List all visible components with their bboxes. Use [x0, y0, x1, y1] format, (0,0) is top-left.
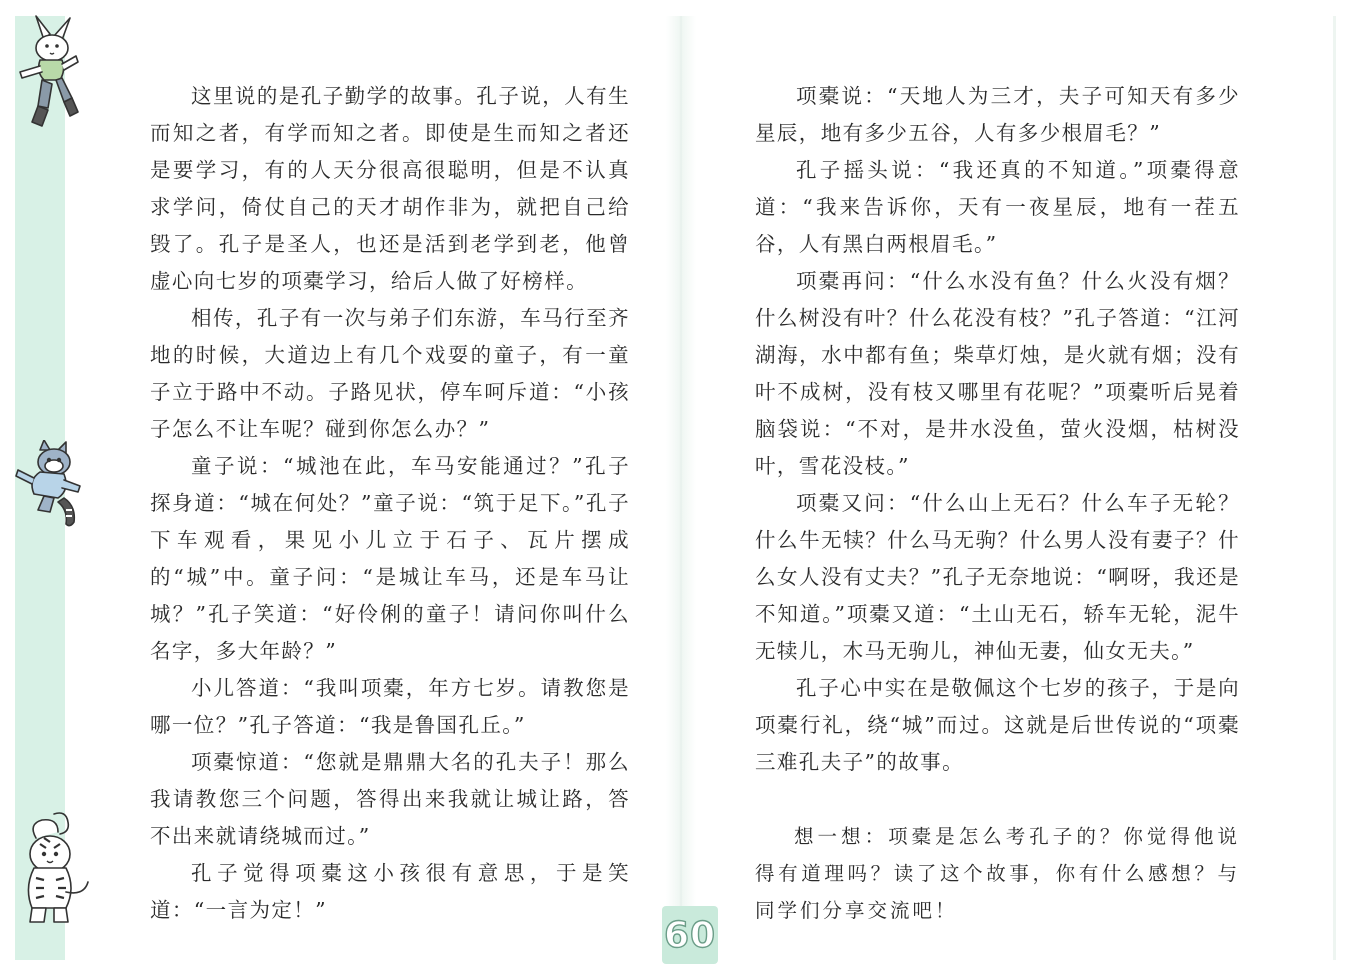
paragraph: 孔子摇头说：“我还真的不知道。”项橐得意道：“我来告诉你，天有一夜星辰，地有一茬五谷，人有黑白两根眉毛。”	[755, 158, 1240, 256]
tiger-icon	[14, 808, 94, 928]
paragraph: 童子说：“城池在此，车马安能通过？”孔子探身道：“城在何处？”童子说：“筑于足下。”孔子下车观看，果见小儿立于石子、瓦片摆成的“城”中。童子问：“是城让车马，还是车马让城？”孔子笑道：“好伶俐的童子！请问你叫什么名字，多大年龄？”	[150, 454, 630, 663]
paragraph: 小儿答道：“我叫项橐，年方七岁。请教您是哪一位？”孔子答道：“我是鲁国孔丘。”	[150, 676, 630, 737]
book-spine	[666, 16, 696, 960]
paragraph: 项橐又问：“什么山上无石？什么车子无轮？什么牛无犊？什么马无驹？什么男人没有妻子？什么女人没有丈夫？”孔子无奈地说：“啊呀，我还是不知道。”项橐又道：“土山无石，轿车无轮，泥牛无犊儿，木马无驹儿，神仙无妻，仙女无夫。”	[755, 491, 1240, 663]
right-page-text	[755, 78, 1240, 929]
paragraph: 孔子心中实在是敬佩这个七岁的孩子，于是向项橐行礼，绕“城”而过。这就是后世传说的“项橐三难孔夫子”的故事。	[755, 676, 1240, 774]
page-number: 60	[662, 906, 718, 964]
paragraph: 这里说的是孔子勤学的故事。孔子说，人有生而知之者，有学而知之者。即使是生而知之者还是要学习，有的人天分很高很聪明，但是不认真求学问，倚仗自己的天才胡作非为，就把自己给毁了。孔子是圣人，也还是活到老学到老，他曾虚心向七岁的项橐学习，给后人做了好榜样。	[150, 84, 630, 293]
paragraph: 项橐惊道：“您就是鼎鼎大名的孔夫子！那么我请教您三个问题，答得出来我就让城让路，答不出来就请绕城而过。”	[150, 750, 630, 848]
cat-icon	[14, 440, 88, 532]
rabbit-icon	[14, 14, 84, 130]
think-about-it-prompt: 想一想：项橐是怎么考孔子的？你觉得他说得有道理吗？读了这个故事，你有什么感想？与同学们分享交流吧！	[755, 825, 1240, 922]
paragraph: 相传，孔子有一次与弟子们东游，车马行至齐地的时候，大道边上有几个戏耍的童子，有一童子立于路中不动。子路见状，停车呵斥道：“小孩子怎么不让车呢？碰到你怎么办？”	[150, 306, 630, 441]
paragraph: 孔子觉得项橐这小孩很有意思，于是笑道：“一言为定！”	[150, 861, 630, 922]
paragraph: 项橐再问：“什么水没有鱼？什么火没有烟？什么树没有叶？什么花没有枝？”孔子答道：“江河湖海，水中都有鱼；柴草灯烛，是火就有烟；没有叶不成树，没有枝又哪里有花呢？”项橐听后晃着脑袋说：“不对，是井水没鱼，萤火没烟，枯树没叶，雪花没枝。”	[755, 269, 1240, 478]
left-page-text	[150, 78, 630, 929]
paragraph: 项橐说：“天地人为三才，夫子可知天有多少星辰，地有多少五谷，人有多少根眉毛？”	[755, 84, 1240, 145]
page-edge	[1333, 16, 1336, 960]
